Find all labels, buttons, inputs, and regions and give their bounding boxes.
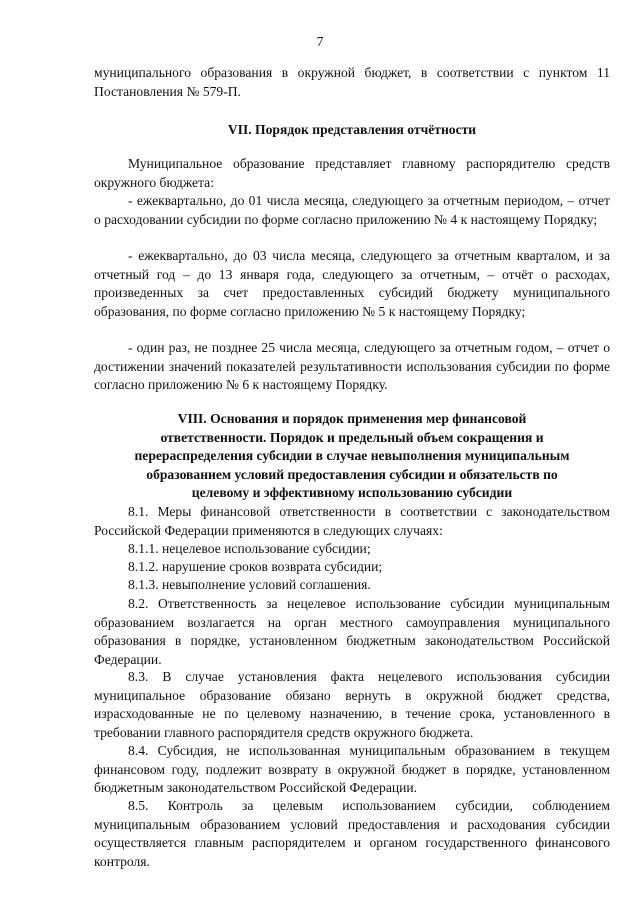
intro-line-2: Постановления № 579-П. — [94, 83, 241, 99]
section-7-heading: VII. Порядок представления отчётности — [227, 122, 477, 137]
section-7-item-2: - ежеквартально, до 03 числа месяца, следующего за отчетным кварталом, и за отчетный год – до 13 января года, следующего за отчетным, – отчёт о расходах, произведенных за счет предоставленных субсидий бюджету муниципального образования, по форме согласно приложению № 5 к настоящему Порядку; — [94, 248, 610, 319]
page-number: 7 — [316, 34, 324, 49]
section-8-heading-line-5: целевому и эффективному использованию субсидии — [191, 485, 513, 500]
section-8-heading-line-1: VIII. Основания и порядок применения мер финансовой — [177, 411, 527, 426]
paragraph-8-2: 8.2. Ответственность за нецелевое использование субсидии муниципальным образованием возлагается на орган местного самоуправления муниципального образования в порядке, установленном бюджетным законодательством Российской Федерации. — [94, 596, 610, 667]
paragraph-8-5: 8.5. Контроль за целевым использованием субсидии, соблюдением муниципальным образованием условий предоставления и расходования субсидии осуществляется главным распорядителем и органом государственного финансового контроля. — [94, 798, 610, 869]
paragraph-8-1-3: 8.1.3. невыполнение условий соглашения. — [128, 577, 371, 592]
paragraph-8-4: 8.4. Субсидия, не использованная муниципальным образованием в текущем финансовом году, подлежит возврату в окружной бюджет в порядке, установленном бюджетным законодательством Российской Федерации. — [94, 743, 610, 795]
section-8-heading — [94, 410, 610, 503]
section-8-heading-line-2: ответственности. Порядок и предельный объем сокращения и — [160, 429, 544, 445]
intro-paragraph — [94, 64, 610, 101]
section-8-heading-line-3: перераспределения субсидии в случае невыполнения муниципальным — [134, 448, 570, 463]
section-8-heading-line-4: образованием условий предоставления субсидии и обязательств по — [146, 466, 558, 482]
paragraph-8-1-2: 8.1.2. нарушение сроков возврата субсидии; — [128, 559, 383, 574]
paragraph-8-1-1: 8.1.1. нецелевое использование субсидии; — [128, 541, 371, 556]
paragraph-8-3: 8.3. В случае установления факта нецелевого использования субсидии муниципальное образование обязано вернуть в окружной бюджет средства, израсходованные не по целевому назначению, в течение срока, установленного в требовании главного распорядителя средств окружного бюджета. — [94, 669, 610, 740]
intro-line-1: муниципального образования в окружной бюджет, в соответствии с пунктом 11 — [94, 65, 610, 80]
section-7-item-3: - один раз, не позднее 25 числа месяца, следующего за отчетным годом, – отчет о достижении значений показателей результативности использования субсидии по форме согласно приложению № 6 к настоящему Порядку. — [94, 340, 610, 392]
paragraph-8-1: 8.1. Меры финансовой ответственности в соответствии с законодательством Российской Федерации применяются в следующих случаях: — [94, 504, 610, 538]
section-7-item-1: - ежеквартально, до 01 числа месяца, следующего за отчетным периодом, – отчет о расходовании субсидии по форме согласно приложению № 4 к настоящему Порядку; — [94, 193, 610, 227]
section-7-paragraph-1: Муниципальное образование представляет главному распорядителю средств окружного бюджета: — [94, 156, 610, 190]
